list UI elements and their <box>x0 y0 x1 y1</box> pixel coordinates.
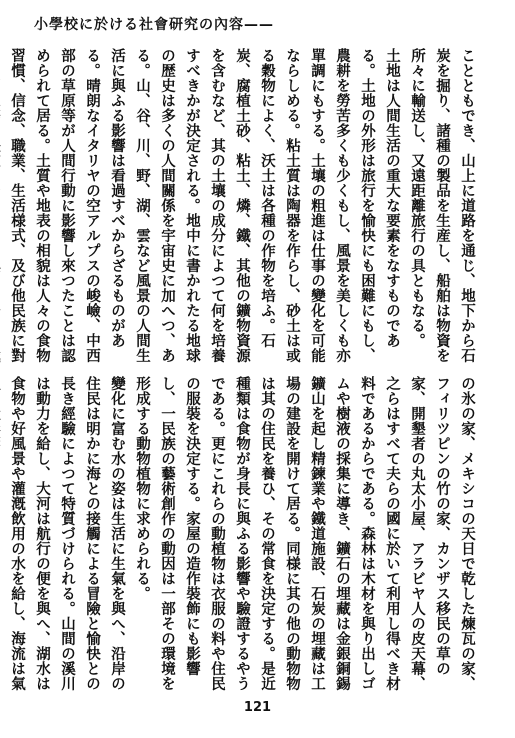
paragraph: 變化に富む水の姿は生活に生氣を與へ、沿岸の住民は明かに海との接觸による冒險と愉快との長き經驗によつて特質づけられる。山間の溪川は動力を給し、大河は航行の便を與へ、湖水は食物や好風景や灌漑飲用の水を給し、海流は氣 <box>9 376 126 691</box>
page-number: 121 <box>243 700 272 715</box>
top-text-block <box>9 48 480 363</box>
paragraph: 土地は人間生活の重大な要素をなすものである。土地の外形は旅行を愉快にも困難にもし、農耕を勞苦多くも少くもし、風景を美しくも亦單調にもする。土壤の粗進は仕事の變化を可能ならしめる。粘土質は陶器を作らし、砂土は或る穀物によく、沃土は各種の作物を培ふ。石炭、腐植土砂、粘土、燐、鐵、其他の鑛物資源を含むなど、其の土壤の成分によつて何を培養すべきかが決定される。地中に書かれたる地球の歴史は多くの人間關係を宇宙史に加へつ、ある。山、谷、川、野、湖、雲など風景の人間生活に與ふる影響は看過すべからざるものがある。晴朗なイタリヤの空アルプスの峻嶮、中西部の草原等が人間行動に影響し來つたことは認められて居る。土質や地表の相貌は人々の食物習慣、信念、職業、生活様式、及び他民族に對 <box>9 48 401 363</box>
paragraph: の氷の家、メキシコの天日で乾した煉瓦の家、フィリツピンの竹の家、カンザス移民の草の家、開墾者の丸太小屋、アラビヤ人の皮天幕、之らはすべて夫らの國に於いて利用し得べき材料であるからである。森林は木材を與り出しゴムや樹液の採集に導き、鑛石の埋藏は金銀銅錫鑛山を起し精鍊業や鐵道施設、石炭の埋藏は工場の建設を開けて居る。同様に其の他の動物物は其の住民を養ひ、その常食を決定する。是近種類は食物が身長に與ふる影響や驗證するやうである。更にこれらの動植物は衣服の料や住民の服裝を決定する。家屋の造作裝飾にも影響し、一民族の藝術創作の動因は一部その環境を形成する動物植物に求められる。 <box>134 376 476 691</box>
running-header: 小學校に於ける社會研究の內容—— <box>34 17 274 33</box>
paragraph: ことともでき、山上に道路を通じ、地下から石炭を掘り、諸種の製品を生産し、船舶は物資を所々に輸送し、又遠距離旅行の具ともなる。 <box>409 48 476 363</box>
bottom-text-block <box>9 376 480 694</box>
